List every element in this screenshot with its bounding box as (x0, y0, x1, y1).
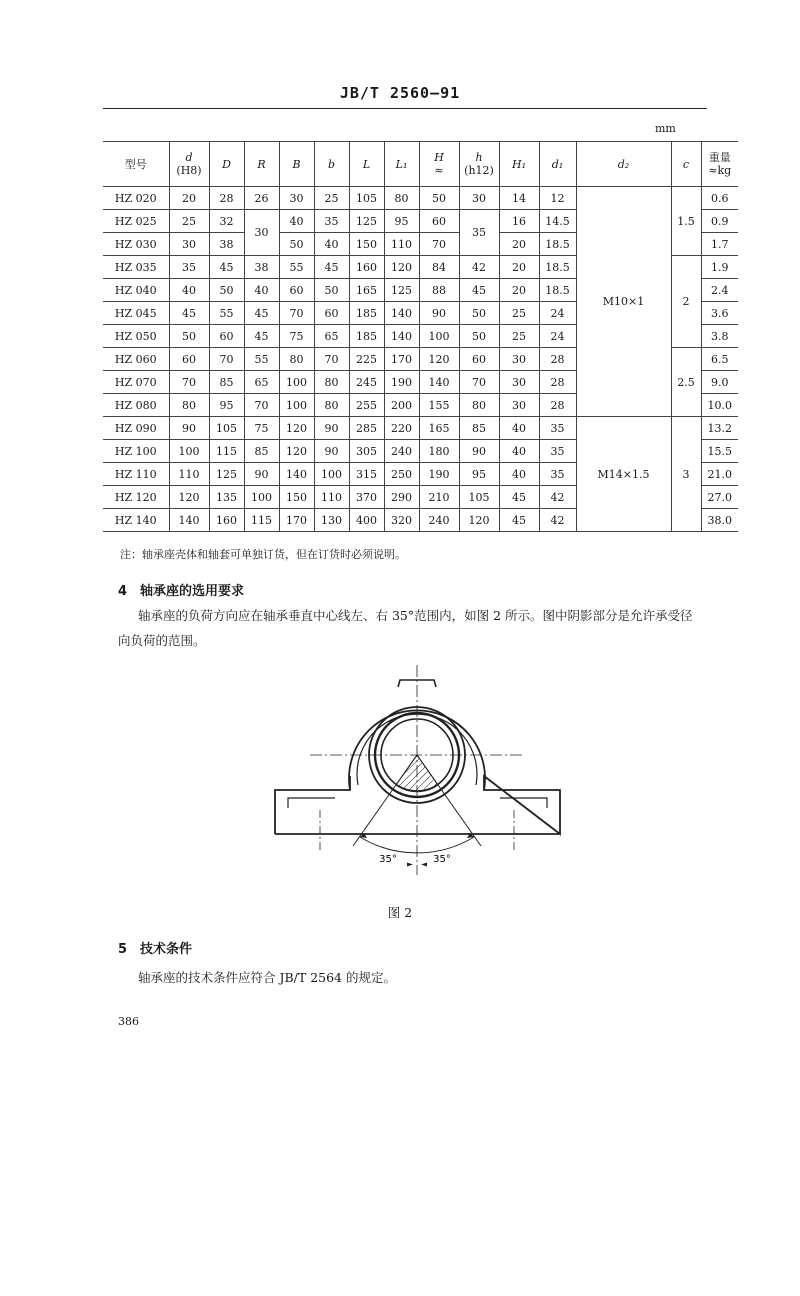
cell: 55 (279, 256, 314, 279)
hatched-load-zone (396, 755, 438, 792)
cell: 60 (169, 348, 209, 371)
cell: 320 (384, 509, 419, 532)
cell: 85 (459, 417, 499, 440)
cell: 24 (539, 302, 576, 325)
cell: 84 (419, 256, 459, 279)
cell: 75 (279, 325, 314, 348)
cell: 95 (209, 394, 244, 417)
cell: 105 (349, 187, 384, 210)
col-header-b: b (314, 142, 349, 187)
cell: 35 (314, 210, 349, 233)
table-row (103, 417, 738, 440)
cell: 30 (499, 348, 539, 371)
cell: 65 (314, 325, 349, 348)
cell: 30 (459, 187, 499, 210)
cell: 28 (539, 348, 576, 371)
cell: 285 (349, 417, 384, 440)
cell: 32 (209, 210, 244, 233)
cell: 90 (244, 463, 279, 486)
cell-d2-m10: M10×1 (576, 187, 671, 417)
figure-caption: 图 2 (387, 905, 413, 920)
cell: 60 (279, 279, 314, 302)
cell: 18.5 (539, 256, 576, 279)
cell-model: HZ 120 (103, 486, 169, 509)
section-4-para-line1: 轴承座的负荷方向应在轴承垂直中心线左、右 35°范围内，如图 2 所示。图中阴影部分是允许承受径 (138, 608, 693, 623)
section-5-para: 轴承座的技术条件应符合 JB/T 2564 的规定。 (138, 970, 396, 985)
cell-model: HZ 070 (103, 371, 169, 394)
cell-weight: 2.4 (701, 279, 738, 302)
cell: 150 (349, 233, 384, 256)
cell: 80 (314, 394, 349, 417)
cell: 100 (244, 486, 279, 509)
cell: 220 (384, 417, 419, 440)
cell-weight: 3.8 (701, 325, 738, 348)
cell: 80 (279, 348, 314, 371)
cell-weight: 21.0 (701, 463, 738, 486)
cell: 20 (169, 187, 209, 210)
cell: 130 (314, 509, 349, 532)
cell: 125 (349, 210, 384, 233)
page-header: JB/T 2560—91 (339, 84, 461, 102)
col-header-h: h (h12) (459, 142, 499, 187)
cell-model: HZ 110 (103, 463, 169, 486)
cell: 200 (384, 394, 419, 417)
cell-weight: 1.7 (701, 233, 738, 256)
cell: 30 (499, 371, 539, 394)
cell: 305 (349, 440, 384, 463)
cell: 140 (384, 302, 419, 325)
cell: 28 (539, 371, 576, 394)
cell: 80 (459, 394, 499, 417)
cell: 90 (314, 440, 349, 463)
cell: 16 (499, 210, 539, 233)
cell: 65 (244, 371, 279, 394)
cell: 70 (419, 233, 459, 256)
cell: 25 (499, 302, 539, 325)
col-header-L1: L₁ (384, 142, 419, 187)
table-row (103, 187, 738, 210)
cell: 30 (279, 187, 314, 210)
cell: 70 (459, 371, 499, 394)
cell: 105 (459, 486, 499, 509)
cell-weight: 9.0 (701, 371, 738, 394)
base-top-left (288, 798, 335, 808)
cell: 55 (244, 348, 279, 371)
cell: 105 (209, 417, 244, 440)
col-header-d2: d₂ (576, 142, 671, 187)
cell: 165 (349, 279, 384, 302)
cell: 70 (244, 394, 279, 417)
cell: 35 (539, 440, 576, 463)
cell: 28 (209, 187, 244, 210)
cell: 240 (384, 440, 419, 463)
cell: 70 (209, 348, 244, 371)
cell: 55 (209, 302, 244, 325)
cell: 35 (169, 256, 209, 279)
cell: 110 (314, 486, 349, 509)
cell: 115 (244, 509, 279, 532)
cell: 50 (419, 187, 459, 210)
col-header-d1: d₁ (539, 142, 576, 187)
cell: 50 (459, 302, 499, 325)
cell: 400 (349, 509, 384, 532)
cell: 40 (499, 463, 539, 486)
cell: 45 (499, 509, 539, 532)
cell: 95 (384, 210, 419, 233)
cell: 110 (384, 233, 419, 256)
cell: 40 (279, 210, 314, 233)
cell: 60 (419, 210, 459, 233)
cell: 85 (209, 371, 244, 394)
cell: 70 (314, 348, 349, 371)
cell: 26 (244, 187, 279, 210)
cell: 100 (279, 394, 314, 417)
cell: 315 (349, 463, 384, 486)
section-4-title: 4 轴承座的选用要求 (118, 584, 245, 599)
cell: 28 (539, 394, 576, 417)
cell-model: HZ 100 (103, 440, 169, 463)
cell-model: HZ 060 (103, 348, 169, 371)
section-5-title: 5 技术条件 (118, 942, 193, 957)
header-rule (103, 108, 707, 109)
cell: 170 (384, 348, 419, 371)
cell: 250 (384, 463, 419, 486)
col-header-D: D (209, 142, 244, 187)
cell-c-2: 2 (671, 256, 701, 348)
cell: 24 (539, 325, 576, 348)
cell: 35 (539, 417, 576, 440)
cell: 12 (539, 187, 576, 210)
cell: 50 (459, 325, 499, 348)
cell: 14.5 (539, 210, 576, 233)
cell: 42 (539, 509, 576, 532)
cell: 40 (314, 233, 349, 256)
cell: 125 (209, 463, 244, 486)
cell-c-3: 3 (671, 417, 701, 532)
cell-weight: 13.2 (701, 417, 738, 440)
cell-weight: 15.5 (701, 440, 738, 463)
cell: 42 (539, 486, 576, 509)
cell-model: HZ 035 (103, 256, 169, 279)
cell: 140 (384, 325, 419, 348)
cell: 150 (279, 486, 314, 509)
cell: 18.5 (539, 233, 576, 256)
cell: 95 (459, 463, 499, 486)
cell: 210 (419, 486, 459, 509)
angle-label-left: 35° (379, 854, 397, 865)
cell: 80 (314, 371, 349, 394)
cell: 160 (349, 256, 384, 279)
section-4-para-line2: 向负荷的范围。 (118, 633, 206, 648)
cell-weight: 1.9 (701, 256, 738, 279)
col-header-c: c (671, 142, 701, 187)
cell: 90 (459, 440, 499, 463)
col-header-d: d (H8) (169, 142, 209, 187)
cell: 80 (384, 187, 419, 210)
cell: 45 (244, 302, 279, 325)
cell: 40 (499, 440, 539, 463)
table-header-row (103, 142, 738, 187)
cell: 120 (279, 417, 314, 440)
cell-c-2-5: 2.5 (671, 348, 701, 417)
cell-weight: 0.6 (701, 187, 738, 210)
cell: 190 (384, 371, 419, 394)
cell: 120 (169, 486, 209, 509)
cell: 100 (419, 325, 459, 348)
col-header-H1: H₁ (499, 142, 539, 187)
cell: 60 (459, 348, 499, 371)
cell: 255 (349, 394, 384, 417)
cell-c-1-5: 1.5 (671, 187, 701, 256)
cell: 370 (349, 486, 384, 509)
cell: 90 (419, 302, 459, 325)
cell: 190 (419, 463, 459, 486)
bearing-housing-figure (270, 660, 570, 885)
unit-label: mm (655, 122, 676, 135)
col-header-model: 型号 (103, 142, 169, 187)
cell: 40 (244, 279, 279, 302)
cell: 88 (419, 279, 459, 302)
cell-model: HZ 030 (103, 233, 169, 256)
cell: 120 (384, 256, 419, 279)
cell: 120 (459, 509, 499, 532)
cell: 25 (499, 325, 539, 348)
cell: 70 (279, 302, 314, 325)
cell: 225 (349, 348, 384, 371)
cell: 75 (244, 417, 279, 440)
cell: 120 (419, 348, 459, 371)
cell-model: HZ 025 (103, 210, 169, 233)
col-header-L: L (349, 142, 384, 187)
cell: 85 (244, 440, 279, 463)
col-header-weight: 重量 ≈kg (701, 142, 738, 187)
cell: 14 (499, 187, 539, 210)
cell-weight: 0.9 (701, 210, 738, 233)
cell-weight: 27.0 (701, 486, 738, 509)
cell: 155 (419, 394, 459, 417)
cell: 20 (499, 233, 539, 256)
cell-weight: 38.0 (701, 509, 738, 532)
cell-weight: 6.5 (701, 348, 738, 371)
table-note: 注：轴承座壳体和轴套可单独订货，但在订货时必须说明。 (120, 548, 406, 561)
cell: 245 (349, 371, 384, 394)
cell-model: HZ 050 (103, 325, 169, 348)
page-number: 386 (118, 1015, 139, 1028)
cell: 50 (209, 279, 244, 302)
cell: 125 (384, 279, 419, 302)
cell: 45 (209, 256, 244, 279)
cell-h-merged: 35 (459, 210, 499, 256)
cell: 115 (209, 440, 244, 463)
cell: 110 (169, 463, 209, 486)
cell-weight: 10.0 (701, 394, 738, 417)
cell: 18.5 (539, 279, 576, 302)
cell: 30 (169, 233, 209, 256)
load-line-right (417, 755, 481, 846)
cell: 50 (169, 325, 209, 348)
cell-model: HZ 020 (103, 187, 169, 210)
cell: 100 (279, 371, 314, 394)
cell: 30 (499, 394, 539, 417)
cell: 185 (349, 325, 384, 348)
cell: 20 (499, 279, 539, 302)
cell-model: HZ 140 (103, 509, 169, 532)
col-header-R: R (244, 142, 279, 187)
cell: 140 (419, 371, 459, 394)
cell: 45 (244, 325, 279, 348)
cell: 70 (169, 371, 209, 394)
cell: 40 (499, 417, 539, 440)
load-line-left (353, 755, 417, 846)
cell: 60 (209, 325, 244, 348)
cell: 165 (419, 417, 459, 440)
cell: 45 (314, 256, 349, 279)
cell: 50 (279, 233, 314, 256)
dimension-table (103, 141, 738, 532)
cell: 135 (209, 486, 244, 509)
cell: 38 (244, 256, 279, 279)
cell: 140 (169, 509, 209, 532)
cell: 90 (169, 417, 209, 440)
cell-model: HZ 080 (103, 394, 169, 417)
cell-model: HZ 040 (103, 279, 169, 302)
cell: 45 (169, 302, 209, 325)
cell: 180 (419, 440, 459, 463)
cell: 25 (314, 187, 349, 210)
cell: 170 (279, 509, 314, 532)
cell: 45 (499, 486, 539, 509)
cell: 100 (314, 463, 349, 486)
cell: 20 (499, 256, 539, 279)
cell: 35 (539, 463, 576, 486)
cell: 80 (169, 394, 209, 417)
cell: 120 (279, 440, 314, 463)
cell-R-merged: 30 (244, 210, 279, 256)
cell-d2-m14: M14×1.5 (576, 417, 671, 532)
cell-model: HZ 045 (103, 302, 169, 325)
cell: 140 (279, 463, 314, 486)
cell: 50 (314, 279, 349, 302)
cell: 60 (314, 302, 349, 325)
cell: 185 (349, 302, 384, 325)
col-header-H: H ≈ (419, 142, 459, 187)
cell: 290 (384, 486, 419, 509)
cell: 45 (459, 279, 499, 302)
cell: 160 (209, 509, 244, 532)
cell: 40 (169, 279, 209, 302)
cell: 90 (314, 417, 349, 440)
angle-label-right: 35° (433, 854, 451, 865)
cell: 42 (459, 256, 499, 279)
cell-model: HZ 090 (103, 417, 169, 440)
cell: 100 (169, 440, 209, 463)
cell: 38 (209, 233, 244, 256)
cell: 240 (419, 509, 459, 532)
cell-weight: 3.6 (701, 302, 738, 325)
col-header-B: B (279, 142, 314, 187)
cell: 25 (169, 210, 209, 233)
